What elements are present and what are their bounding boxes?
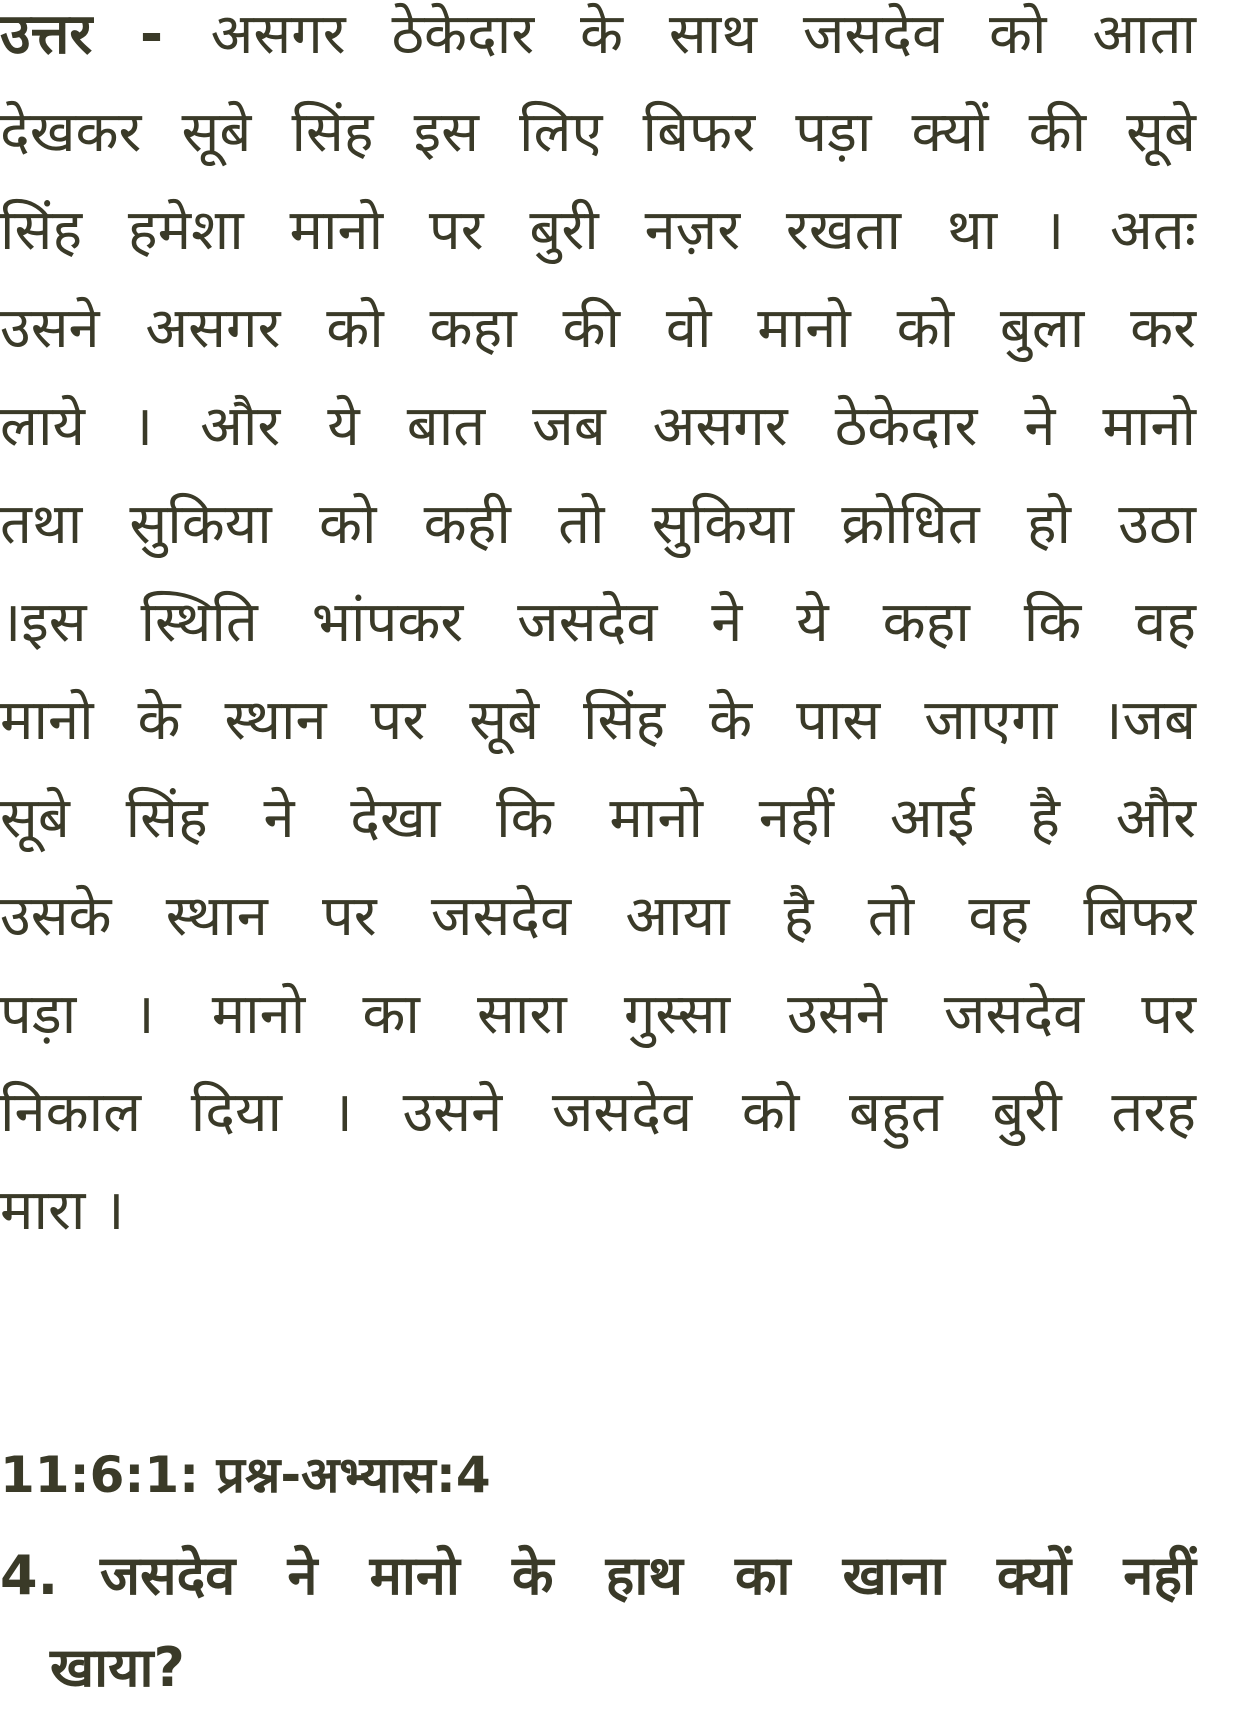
answer-line-8: मानो के स्थान पर सूबे सिंह के पास जाएगा ।जब xyxy=(0,688,1196,753)
answer-line-6: तथा सुकिया को कही तो सुकिया क्रोधित हो उठा xyxy=(0,492,1196,557)
answer-line-5: लाये । और ये बात जब असगर ठेकेदार ने मानो xyxy=(0,394,1196,459)
question-line-2: खाया? xyxy=(50,1636,185,1699)
question-line-1: जसदेव ने मानो के हाथ का खाना क्यों नहीं xyxy=(100,1544,1196,1607)
answer-line-4: उसने असगर को कहा की वो मानो को बुला कर xyxy=(0,296,1196,361)
answer-line-9: सूबे सिंह ने देखा कि मानो नहीं आई है और xyxy=(0,786,1196,851)
answer-line-3: सिंह हमेशा मानो पर बुरी नज़र रखता था । अतः xyxy=(0,198,1196,263)
answer-line-11: पड़ा । मानो का सारा गुस्सा उसने जसदेव पर xyxy=(0,982,1196,1047)
answer-line-7: ।इस स्थिति भांपकर जसदेव ने ये कहा कि वह xyxy=(0,590,1196,655)
answer-line-13: मारा । xyxy=(0,1178,125,1243)
section-heading: 11:6:1: प्रश्न-अभ्यास:4 xyxy=(0,1446,491,1504)
answer-line-2: देखकर सूबे सिंह इस लिए बिफर पड़ा क्यों की सूबे xyxy=(0,100,1196,165)
answer-line-12: निकाल दिया । उसने जसदेव को बहुत बुरी तरह xyxy=(0,1080,1196,1145)
answer-line-1-text: असगर ठेकेदार के साथ जसदेव को आता xyxy=(210,2,1196,67)
answer-line-1 xyxy=(0,0,1256,84)
question-number: 4. xyxy=(0,1544,59,1607)
answer-line-10: उसके स्थान पर जसदेव आया है तो वह बिफर xyxy=(0,884,1196,949)
answer-label: उत्तर - xyxy=(0,2,211,67)
